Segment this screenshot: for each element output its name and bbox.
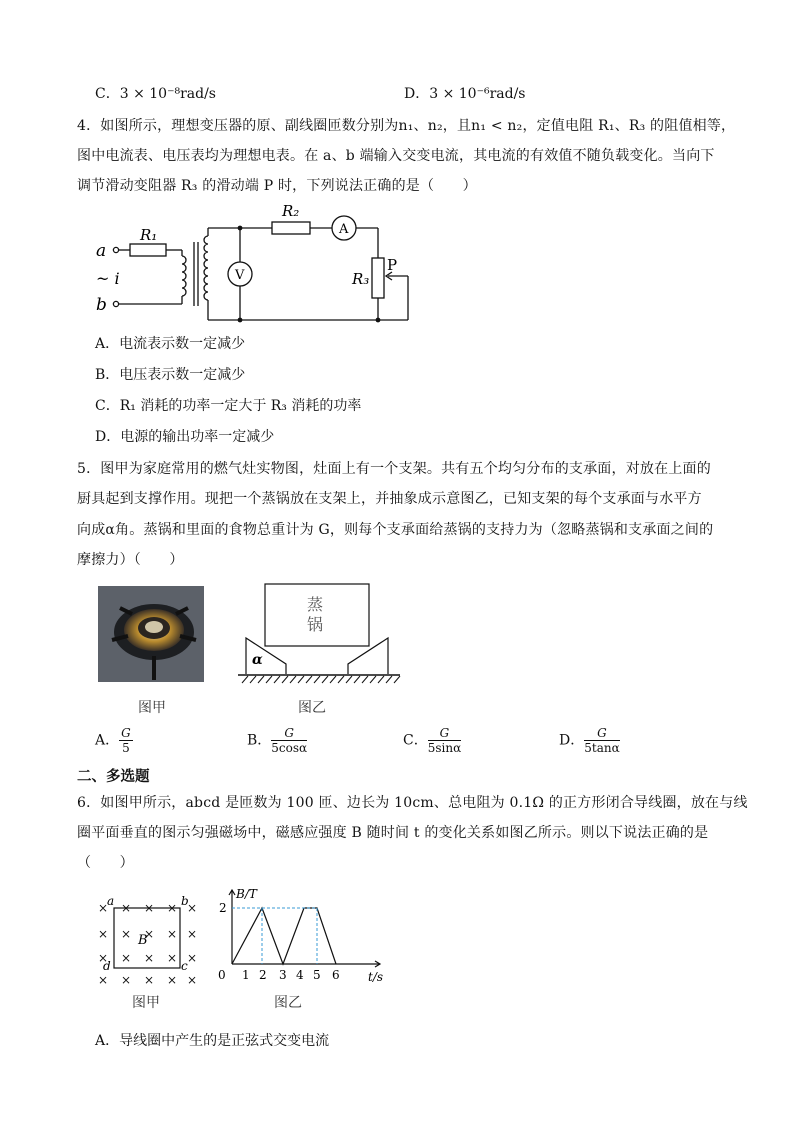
q5-option-d: D． $\frac{G}{5\tan\alpha}$ [559, 726, 620, 755]
label-i: ~ i [96, 269, 120, 288]
label-p: P [387, 256, 398, 274]
q6-option-a: A．导线圈中产生的是正弦式交变电流 [95, 1033, 330, 1049]
secondary-coil [204, 236, 208, 300]
q4-stem-line2: 图中电流表、电压表均为理想电表。在 a、b 端输入交变电流，其电流的有效值不随负载变化。当向下 [77, 148, 715, 164]
pot-stand-diagram [236, 580, 402, 690]
coil-label-a: a [107, 894, 115, 908]
svg-text:×: × [187, 927, 198, 941]
q5-option-c: C． $\frac{G}{5\sin\alpha}$ [403, 726, 462, 755]
label-ammeter: A [339, 222, 349, 237]
label-r1: R₁ [140, 226, 158, 244]
graph-origin-label: 0 [218, 968, 226, 982]
q5-caption-jia: 图甲 [138, 700, 166, 716]
q6-caption-yi: 图乙 [274, 995, 302, 1011]
graph-tick-3: 3 [279, 968, 287, 982]
q6-caption-jia: 图甲 [132, 995, 160, 1011]
q4-option-a: A．电流表示数一定减少 [95, 336, 246, 352]
coil-label-c: c [181, 959, 188, 973]
q5-option-a: A． $\frac{G}{5}$ [95, 726, 131, 755]
svg-text:×: × [187, 951, 198, 965]
resistor-r2 [272, 222, 310, 234]
resistor-r3 [372, 258, 384, 298]
graph-tick-4: 4 [296, 968, 304, 982]
q5-stem-line4: 摩擦力）（ ） [77, 552, 184, 568]
q4-stem-line1: 4．如图所示，理想变压器的原、副线圈匝数分别为n₁、n₂，且n₁ < n₂，定值电阻 R₁、R₃ 的阻值相等， [77, 118, 736, 134]
q3-option-d: D．3 × 10⁻⁶rad/s [404, 86, 526, 102]
graph-tick-5: 5 [313, 968, 321, 982]
graph-tick-1: 1 [242, 968, 250, 982]
terminal-a [113, 247, 118, 252]
svg-text:×: × [121, 901, 132, 915]
graph-y2-label: 2 [219, 901, 227, 915]
svg-text:×: × [144, 973, 155, 987]
svg-text:×: × [98, 973, 109, 987]
svg-text:×: × [144, 927, 155, 941]
b-t-graph [212, 884, 392, 986]
label-r2: R₂ [282, 202, 300, 220]
q4-option-b: B．电压表示数一定减少 [95, 367, 246, 383]
q4-stem-line3: 调节滑动变阻器 R₃ 的滑动端 P 时，下列说法正确的是（ ） [77, 178, 477, 194]
alpha-label: α [252, 652, 263, 668]
label-r3: R₃ [352, 270, 370, 288]
pot-label-2: 锅 [307, 615, 324, 634]
label-v: V [235, 268, 245, 283]
svg-text:×: × [98, 951, 109, 965]
q5-stem-line2: 厨具起到支撑作用。现把一个蒸锅放在支架上，并抽象成示意图乙，已知支架的每个支承面与水平方 [77, 491, 702, 507]
svg-text:×: × [98, 901, 109, 915]
b-t-curve [232, 908, 336, 964]
graph-xlabel: t/s [368, 970, 384, 984]
primary-coil [182, 256, 186, 296]
svg-text:×: × [144, 901, 155, 915]
svg-text:×: × [167, 951, 178, 965]
coil-label-b: b [181, 894, 189, 908]
q6-stem-line1: 6．如图甲所示，abcd 是匝数为 100 匝、边长为 10cm、总电阻为 0.1Ω 的正方形闭合导线圈，放在与线 [77, 795, 748, 811]
coil-label-field: B [138, 933, 148, 948]
svg-text:×: × [167, 901, 178, 915]
graph-tick-6: 6 [332, 968, 340, 982]
label-b: b [96, 295, 107, 315]
q4-circuit-diagram [90, 198, 420, 326]
svg-text:×: × [98, 927, 109, 941]
svg-text:×: × [121, 973, 132, 987]
svg-text:×: × [167, 927, 178, 941]
q4-option-c: C．R₁ 消耗的功率一定大于 R₃ 消耗的功率 [95, 398, 362, 414]
graph-tick-2: 2 [259, 968, 267, 982]
resistor-r1 [130, 244, 166, 256]
q6-stem-line3: （ ） [77, 855, 134, 871]
svg-text:×: × [187, 901, 198, 915]
svg-text:×: × [144, 951, 155, 965]
q3-option-c: C．3 × 10⁻⁸rad/s [95, 86, 216, 102]
q4-option-d: D．电源的输出功率一定减少 [95, 429, 275, 445]
graph-ylabel: B/T [236, 887, 257, 901]
pot-label-1: 蒸 [307, 595, 324, 614]
svg-text:×: × [121, 927, 132, 941]
svg-text:×: × [121, 951, 132, 965]
q5-stem-line1: 5．图甲为家庭常用的燃气灶实物图，灶面上有一个支架。共有五个均匀分布的支承面，对放在上面的 [77, 461, 711, 477]
q5-stem-line3: 向成α角。蒸锅和里面的食物总重计为 G，则每个支承面给蒸锅的支持力为（忽略蒸锅和支承面之间的 [77, 522, 714, 538]
q6-stem-line2: 圈平面垂直的图示匀强磁场中，磁感应强度 B 随时间 t 的变化关系如图乙所示。则以下说法正确的是 [77, 825, 709, 841]
coil-label-d: d [103, 959, 111, 973]
q5-caption-yi: 图乙 [298, 700, 326, 716]
coil-diagram [94, 892, 198, 988]
q5-option-b: B． $\frac{G}{5\cos\alpha}$ [247, 726, 308, 755]
stove-photo [98, 586, 204, 682]
section-multiple-choice: 二、多选题 [77, 768, 150, 785]
label-a: a [96, 241, 107, 261]
terminal-b [113, 301, 118, 306]
svg-text:×: × [187, 973, 198, 987]
svg-text:×: × [167, 973, 178, 987]
